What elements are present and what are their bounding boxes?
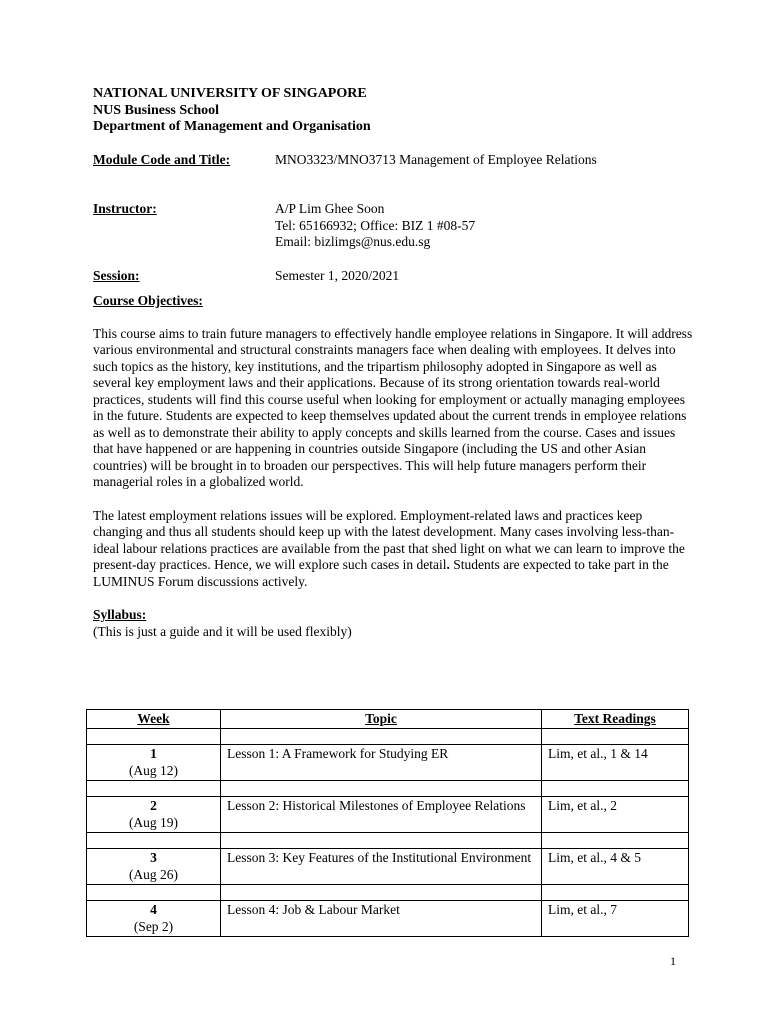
table-spacer-row — [87, 833, 689, 849]
table-spacer-row — [87, 885, 689, 901]
module-row — [93, 152, 693, 169]
table-row — [87, 901, 689, 937]
table-spacer-row — [87, 729, 689, 745]
university-name: NATIONAL UNIVERSITY OF SINGAPORE — [93, 86, 367, 101]
readings-cell: Lim, et al., 7 — [542, 901, 689, 937]
week-date: (Sep 2) — [133, 918, 174, 934]
topic-cell: Lesson 2: Historical Milestones of Employee Relations — [221, 797, 542, 833]
department-name: Department of Management and Organisation — [93, 119, 371, 134]
table-spacer-row — [87, 781, 689, 797]
week-date: (Aug 12) — [128, 762, 179, 778]
week-date: (Aug 19) — [128, 814, 179, 830]
instructor-details — [275, 201, 693, 251]
readings-cell: Lim, et al., 1 & 14 — [542, 745, 689, 781]
week-number: 3 — [150, 850, 157, 865]
topic-cell: Lesson 1: A Framework for Studying ER — [221, 745, 542, 781]
week-cell — [87, 901, 221, 937]
column-header-topic: Topic — [221, 710, 542, 729]
instructor-label: Instructor: — [93, 201, 157, 216]
school-name: NUS Business School — [93, 102, 220, 118]
table-row — [87, 849, 689, 885]
column-header-readings: Text Readings — [542, 710, 689, 729]
instructor-name: A/P Lim Ghee Soon — [275, 201, 385, 216]
syllabus-table — [86, 709, 689, 937]
topic-cell: Lesson 3: Key Features of the Institutional Environment — [221, 849, 542, 885]
table-row — [87, 797, 689, 833]
topic-cell: Lesson 4: Job & Labour Market — [221, 901, 542, 937]
objectives-paragraph-2-part-b: Students are expected to take part in the LUMINUS Forum discussions actively. — [93, 557, 669, 589]
week-number: 1 — [150, 746, 157, 761]
session-label: Session: — [93, 267, 140, 283]
week-cell — [87, 797, 221, 833]
table-header-row — [87, 710, 689, 729]
table-row — [87, 745, 689, 781]
objectives-heading: Course Objectives: — [93, 293, 203, 308]
document-page — [93, 86, 693, 640]
objectives-paragraph-2-dot: . — [446, 557, 450, 572]
column-header-week: Week — [87, 710, 221, 729]
module-value: MNO3323/MNO3713 Management of Employee Relations — [275, 151, 597, 167]
objectives-paragraph-2-part-a: The latest employment relations issues will be explored. Employment-related laws and practices keep changing and thus all students should keep up with the latest development. Many cases involving less-than-ideal labour relations practices are available from the past that shed light on what we can learn to improve the present-day practices. Hence, we will explore such cases in detail — [93, 507, 685, 572]
session-value: Semester 1, 2020/2021 — [275, 267, 400, 283]
week-cell — [87, 849, 221, 885]
module-label: Module Code and Title: — [93, 151, 231, 167]
page-number: 1 — [670, 954, 676, 968]
objectives-paragraph-2 — [93, 508, 693, 591]
instructor-row — [93, 201, 693, 251]
instructor-tel: Tel: 65166932; Office: BIZ 1 #08-57 — [275, 217, 476, 233]
objectives-paragraph-1: This course aims to train future managers to effectively handle employee relations in Singapore. It will address various environmental and structural constraints managers face when dealing with employees. It delves into such topics as the history, key institutions, and the tripartism philosophy adopted in Singapore as well as several key employment laws and their applications. Because of its strong orientation towards real-world practices, students will find this course useful when looking for employment or actually managing employees in the future. Students are expected to keep themselves updated about the current trends in employee relations as well as to demonstrate their ability to apply concepts and skills learned from the course. Cases and issues that have happened or are happening in countries outside Singapore (including the US and other Asian countries) will be brought in to broaden our perspectives. This will help future managers perform their managerial roles in a globalized world. — [93, 325, 693, 489]
instructor-email: Email: bizlimgs@nus.edu.sg — [275, 234, 431, 249]
syllabus-note: (This is just a guide and it will be used flexibly) — [93, 623, 352, 639]
week-date: (Aug 26) — [128, 866, 179, 882]
session-row — [93, 268, 693, 285]
readings-cell: Lim, et al., 2 — [542, 797, 689, 833]
readings-cell: Lim, et al., 4 & 5 — [542, 849, 689, 885]
syllabus-heading: Syllabus: — [93, 607, 147, 622]
week-cell — [87, 745, 221, 781]
week-number: 4 — [150, 902, 157, 917]
week-number: 2 — [150, 798, 157, 813]
